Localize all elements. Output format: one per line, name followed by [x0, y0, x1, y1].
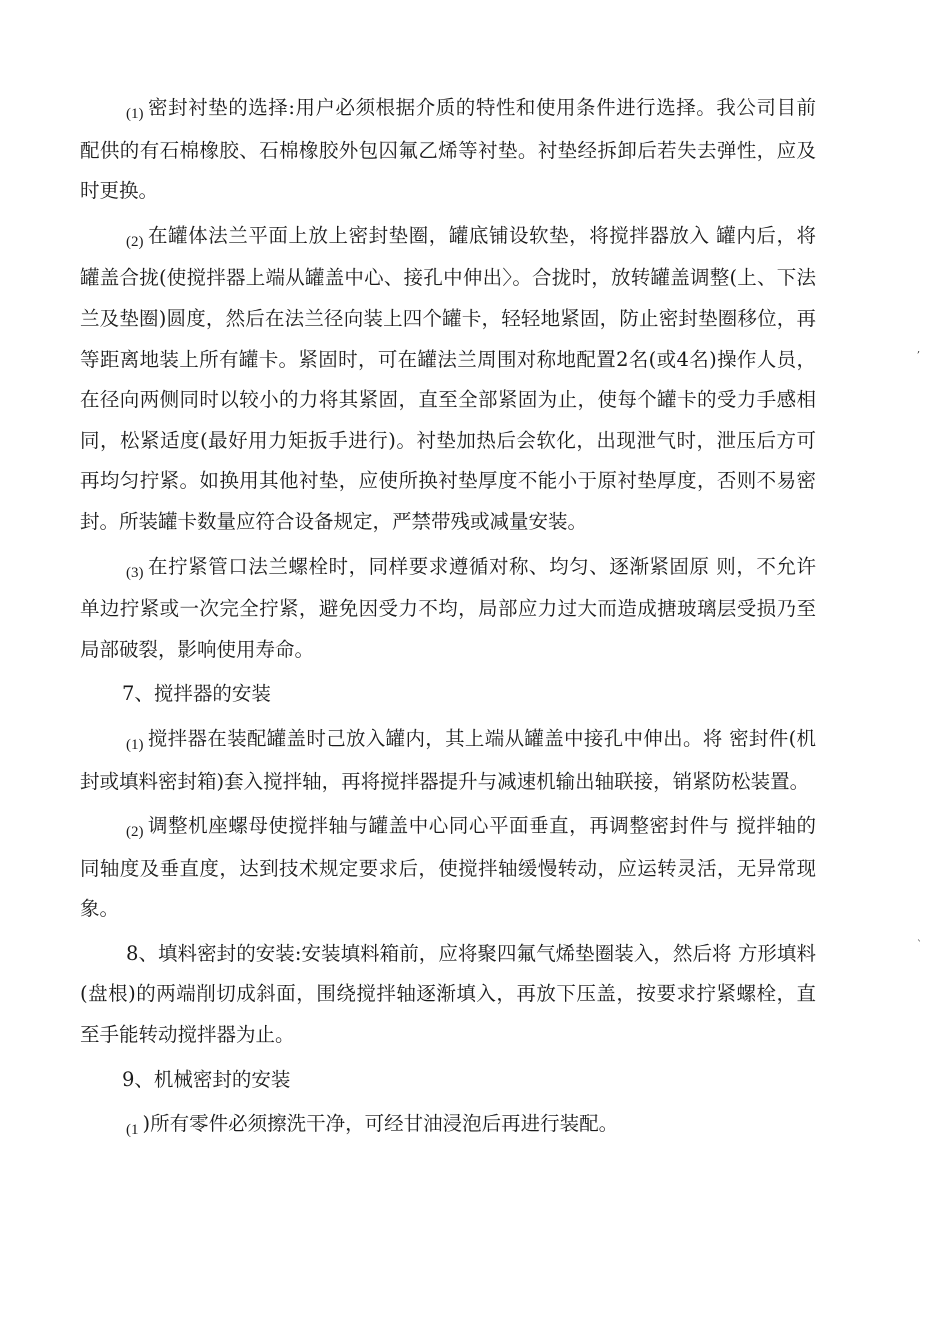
paragraph-gasket-selection: [80, 88, 816, 212]
paragraph-parts-cleaning: [80, 1104, 816, 1147]
heading-agitator-installation: 7、搅拌器的安装: [122, 682, 271, 706]
paragraph-text: 密封衬垫的选择:用户必须根据介质的特性和使用条件进行选择。我公司目前配供的有石棉橡胶、石棉橡胶外包囚氟乙烯等衬垫。衬垫经拆卸后若失去弹性，应及时更换。: [80, 96, 816, 203]
item-number: (2): [126, 233, 144, 250]
paragraph-agitator-alignment: [80, 806, 816, 930]
item-number: (2): [126, 824, 144, 841]
item-number: (1): [126, 736, 144, 753]
paragraph-text: 在拧紧管口法兰螺栓时，同样要求遵循对称、均匀、逐渐紧固原 则，不允许单边拧紧或一次完全拧紧，避免因受力不均，局部应力过大而造成搪玻璃层受损乃至局部破裂，影响使用寿命。: [80, 554, 816, 661]
item-number: (1: [126, 1122, 139, 1139]
heading-mechanical-seal: 9、机械密封的安装: [122, 1067, 291, 1091]
paragraph-agitator-insert: [80, 719, 816, 802]
margin-mark: ,: [917, 344, 921, 355]
paragraph-text: )所有零件必须擦洗干净，可经甘油浸泡后再进行装配。: [142, 1112, 619, 1136]
document-body: [80, 88, 816, 1151]
paragraph-flange-bolts: [80, 547, 816, 671]
paragraph-text: 在罐体法兰平面上放上密封垫圈，罐底铺设软垫，将搅拌器放入 罐内后，将罐盖合拢(使搅拌器上端从罐盖中心、接孔中伸出〉。合拢时，放转罐盖调整(上、下法兰及垫圈)圆度，然后在法兰径向装上四个罐卡，轻轻地紧固，防止密封垫圈移位，再等距离地装上所有罐卡。紧固时，可在罐法兰周围对称地配置2名(或4名)操作人员，在径向两侧同时以较小的力将其紧固，直至全部紧固为止，使每个罐卡的受力手感相同，松紧适度(最好用力矩扳手进行)。衬垫加热后会软化，出现泄气时，泄压后方可再均匀拧紧。如换用其他衬垫，应使所换衬垫厚度不能小于原衬垫厚度，否则不易密封。所装罐卡数量应符合设备规定，严禁带残或减量安装。: [80, 223, 816, 533]
paragraph-packing-seal: 8、填料密封的安装:安装填料箱前，应将聚四氟气烯垫圈装入，然后将 方形填料(盘根)的两端削切成斜面，围绕搅拌轴逐渐填入，再放下压盖，按要求拧紧螺栓，直至手能转动搅拌器为止。: [80, 941, 816, 1047]
item-number: (1): [126, 106, 144, 122]
margin-mark: `: [917, 940, 922, 951]
paragraph-cover-assembly: [80, 216, 816, 543]
paragraph-text: 调整机座螺母使搅拌轴与罐盖中心同心平面垂直，再调整密封件与 搅拌轴的同轴度及垂直度，达到技术规定要求后，使搅拌轴缓慢转动，应运转灵活，无异常现象。: [80, 814, 816, 921]
paragraph-text: 搅拌器在装配罐盖时己放入罐内，其上端从罐盖中接孔中伸出。将 密封件(机封或填料密封箱)套入搅拌轴，再将搅拌器提升与减速机输出轴联接，销紧防松装置。: [80, 726, 816, 793]
item-number: (3): [126, 564, 144, 581]
